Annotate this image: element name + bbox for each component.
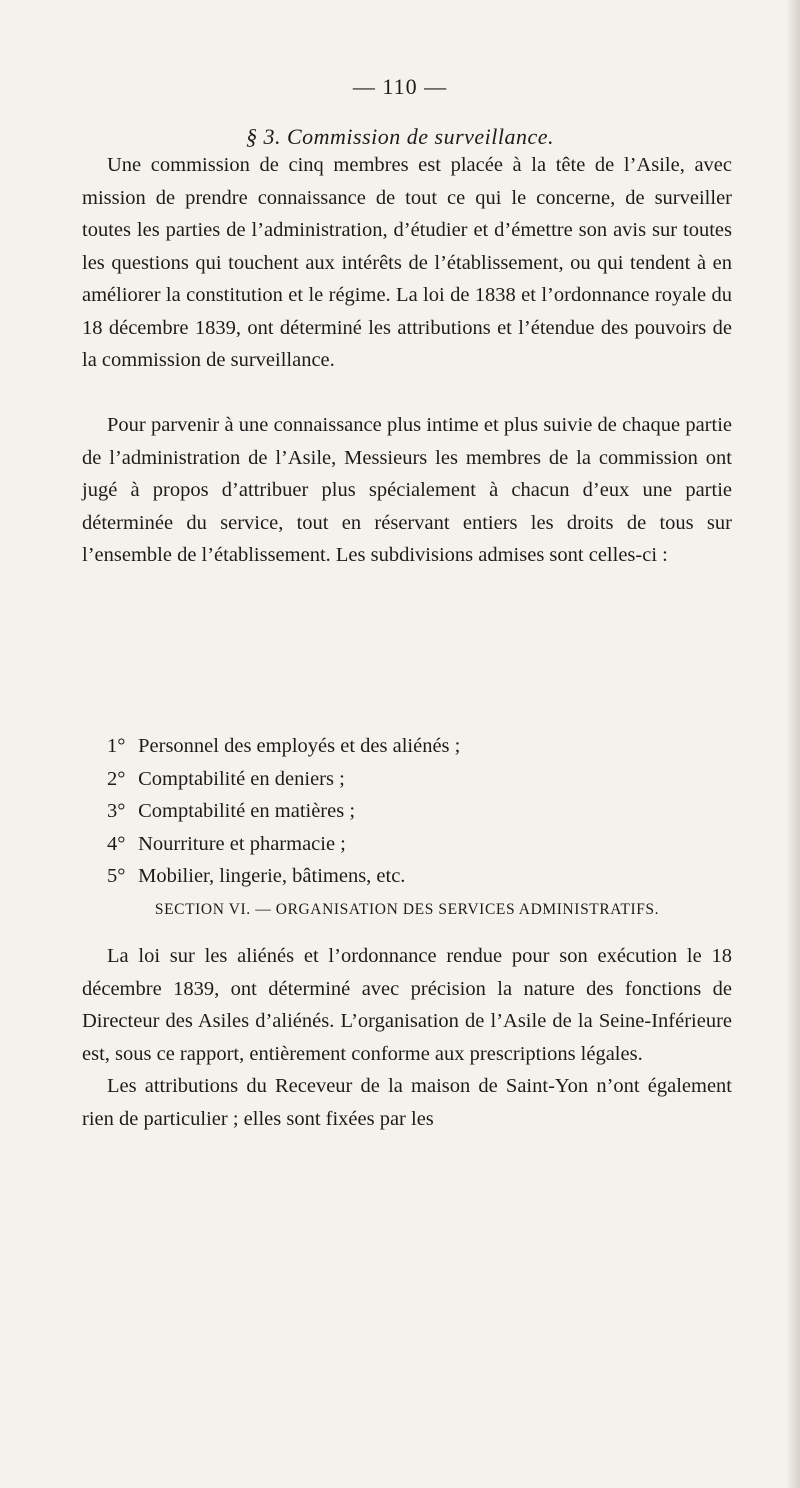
paragraph-4: Les attributions du Receveur de la maison de Saint-Yon n’ont également rien de particulier ; elles sont fixées par les xyxy=(82,1075,732,1130)
section-title: SECTION VI. — ORGANISATION DES SERVICES ADMINISTRATIFS. xyxy=(154,901,660,918)
paragraph-subdivisions xyxy=(82,409,732,572)
paragraph-commission xyxy=(82,149,732,377)
list-item-number: 1° xyxy=(107,735,126,757)
list-item-text: Mobilier, lingerie, bâtimens, etc. xyxy=(138,865,406,887)
list-item xyxy=(107,730,707,763)
paragraph-3: La loi sur les aliénés et l’ordonnance rendue pour son exécution le 18 décembre 1839, ont déterminé avec précision la nature des fonctions de Directeur des Asiles d’aliénés. L’organisation de l’Asile de la Seine-Inférieure est, sous ce rapport, entièrement conforme aux prescriptions légales. xyxy=(82,945,732,1065)
list-item-text: Personnel des employés et des aliénés ; xyxy=(138,735,461,757)
page-number: — 110 — xyxy=(352,74,448,99)
list-item-text: Nourriture et pharmacie ; xyxy=(138,832,346,855)
list-item-number: 2° xyxy=(107,767,126,790)
paragraph-1: Une commission de cinq membres est placée à la tête de l’Asile, avec mission de prendre connaissance de tout ce qui le concerne, de surveiller toutes les parties de l’administration, d’étudier et d’émettre son avis sur toutes les questions qui touchent aux intérêts de l’établissement, ou qui tendent à en améliorer la constitution et le régime. La loi de 1838 et l’ordonnance royale du 18 décembre 1839, ont déterminé les attributions et l’étendue des pouvoirs de la commission de surveillance. xyxy=(82,154,732,371)
list-item xyxy=(107,860,707,893)
list-item-number: 4° xyxy=(107,832,126,855)
list-item-number: 5° xyxy=(107,865,126,887)
list-item-text: Comptabilité en matières ; xyxy=(138,800,356,822)
list-item-text: Comptabilité en deniers ; xyxy=(138,767,345,790)
subdivision-list xyxy=(107,730,707,893)
list-item xyxy=(107,828,707,861)
list-item xyxy=(107,763,707,796)
section-heading: § 3. Commission de surveillance. xyxy=(245,124,555,149)
list-item xyxy=(107,795,707,828)
paragraph-2: Pour parvenir à une connaissance plus intime et plus suivie de chaque partie de l’administration de l’Asile, Messieurs les membres de la commission ont jugé à propos d’attribuer plus spécialement à chacun d’eux une partie déterminée du service, tout en réservant entiers les droits de tous sur l’ensemble de l’établissement. Les subdivisions admises sont celles-ci : xyxy=(82,414,732,566)
paragraph-organisation xyxy=(82,940,732,1135)
page-edge-shadow xyxy=(786,0,800,1488)
list-item-number: 3° xyxy=(107,800,126,822)
